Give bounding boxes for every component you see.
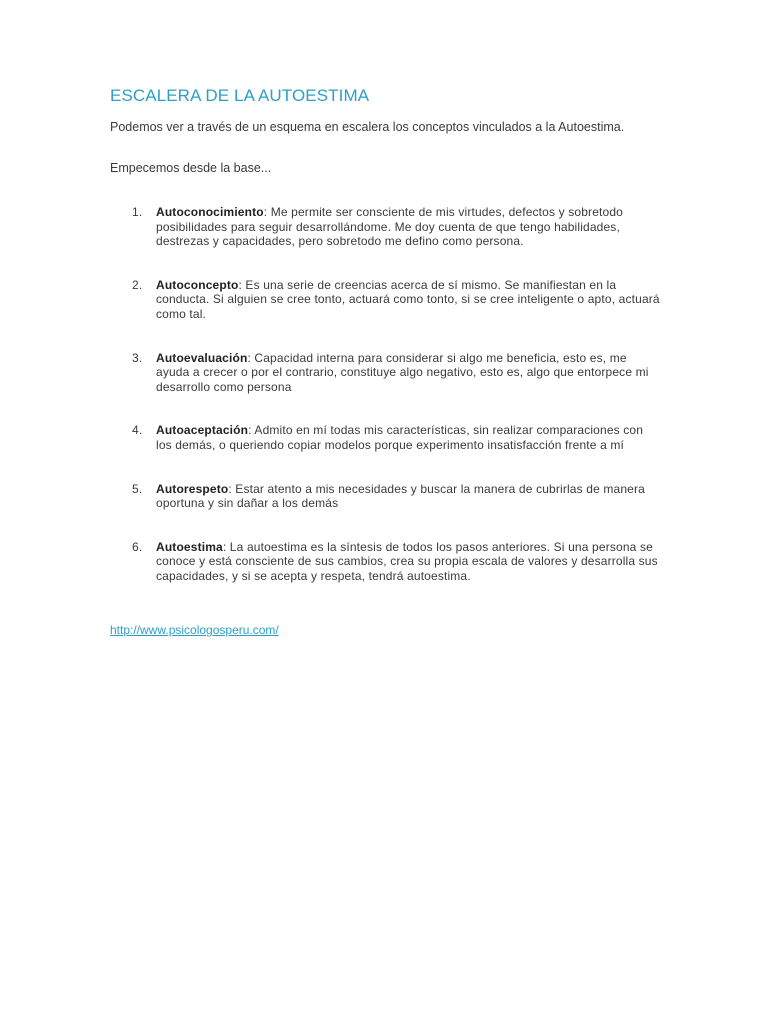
step-number: 2. bbox=[132, 277, 143, 292]
step-number: 6. bbox=[132, 539, 143, 554]
step-description: : Admito en mí todas mis características, sin realizar comparaciones con los demás, o queriendo copiar modelos porque experimento insatisfacción frente a mí bbox=[156, 423, 644, 452]
step-description: : Me permite ser consciente de mis virtudes, defectos y sobretodo posibilidades para seguir desarrollándome. Me doy cuenta de que tengo habilidades, destrezas y capacidades, pero sobretodo me defino como persona. bbox=[156, 205, 623, 249]
step-description: : Estar atento a mis necesidades y buscar la manera de cubrirlas de manera oportuna y sin dañar a los demás bbox=[156, 481, 645, 511]
step-term: Autoevaluación bbox=[156, 350, 248, 365]
step-description: : Es una serie de creencias acerca de sí mismo. Se manifiestan en la conducta. Si alguien se cree tonto, actuará como tonto, si se cree inteligente o apto, actuará como tal. bbox=[156, 277, 660, 321]
step-item bbox=[110, 278, 660, 322]
start-paragraph: Empecemos desde la base... bbox=[110, 161, 272, 175]
step-description: : La autoestima es la síntesis de todos los pasos anteriores. Si una persona se conoce y está consciente de sus cambios, crea su propia escala de valores y desarrolla sus capacidades, y si se acepta y respeta, tendrá autoestima. bbox=[156, 539, 658, 583]
step-item bbox=[110, 540, 660, 584]
step-term: Autorespeto bbox=[156, 481, 229, 496]
step-item bbox=[110, 205, 660, 249]
step-number: 4. bbox=[132, 423, 143, 438]
document-title: ESCALERA DE LA AUTOESTIMA bbox=[110, 86, 370, 105]
step-item bbox=[110, 423, 660, 452]
source-link[interactable]: http://www.psicologosperu.com/ bbox=[110, 623, 279, 637]
step-item bbox=[110, 482, 660, 511]
steps-list bbox=[110, 205, 660, 584]
step-term: Autoestima bbox=[156, 539, 223, 554]
step-item bbox=[110, 351, 660, 395]
step-term: Autoaceptación bbox=[156, 423, 249, 438]
intro-paragraph: Podemos ver a través de un esquema en escalera los conceptos vinculados a la Autoestima. bbox=[110, 120, 625, 134]
step-description: : Capacidad interna para considerar si algo me beneficia, esto es, me ayuda a crecer o por el contrario, constituye algo negativo, esto es, algo que entorpece mi desarrollo como persona bbox=[156, 350, 649, 394]
step-number: 1. bbox=[132, 205, 143, 219]
step-term: Autoconocimiento bbox=[156, 205, 264, 219]
step-term: Autoconcepto bbox=[156, 277, 239, 292]
step-number: 5. bbox=[132, 481, 143, 496]
step-number: 3. bbox=[132, 350, 143, 365]
